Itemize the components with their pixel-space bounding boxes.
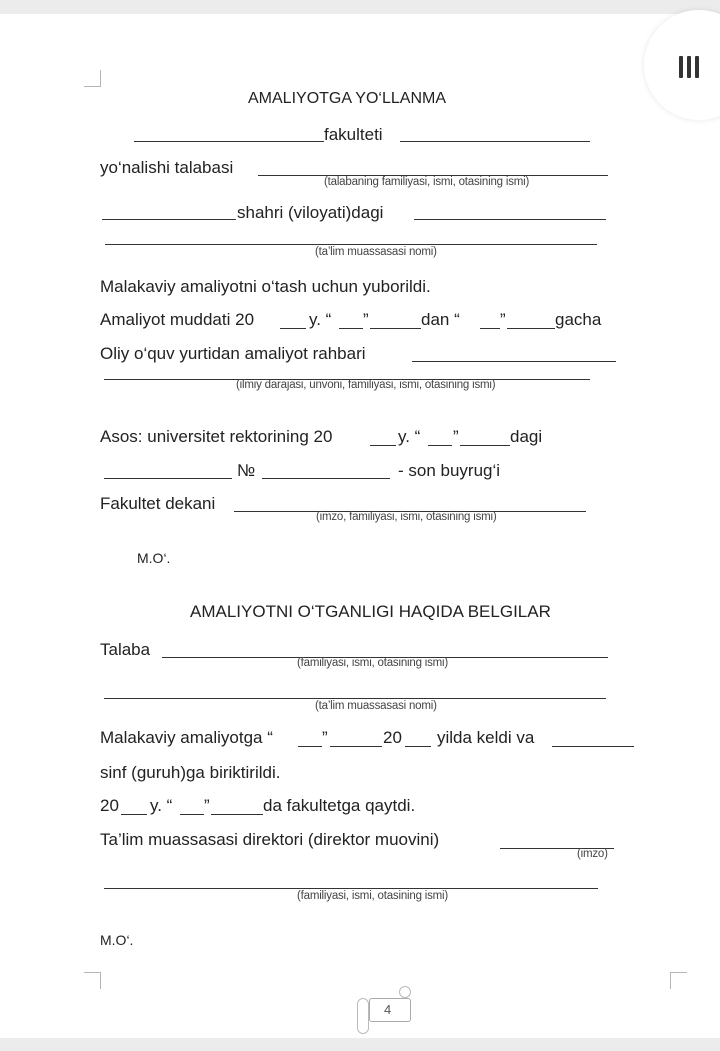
return-prefix: 20 bbox=[100, 796, 119, 815]
return-year-label: y. “ bbox=[150, 796, 173, 815]
arrival-quote-close: ” bbox=[322, 728, 328, 747]
term-quote-close-2: ” bbox=[500, 310, 506, 329]
term-start-day-blank bbox=[339, 328, 363, 329]
page-number: 4 bbox=[384, 1002, 392, 1017]
arrival-prefix: Malakaviy amaliyotga “ bbox=[100, 728, 273, 747]
arrival-year-label: 20 bbox=[383, 728, 402, 747]
institution-2-caption: (ta’lim muassasasi nomi) bbox=[315, 700, 437, 712]
supervisor-caption: (ilmiy darajasi, unvoni, familiyasi, ismi, otasining ismi) bbox=[236, 379, 496, 391]
term-end-day-blank bbox=[480, 328, 500, 329]
page-number-box bbox=[369, 998, 411, 1022]
hamburger-menu-icon bbox=[679, 56, 699, 78]
sent-text: Malakaviy amaliyotni o‘tash uchun yuborildi. bbox=[100, 277, 431, 296]
return-day-blank bbox=[180, 814, 204, 815]
arrival-month-blank bbox=[330, 746, 382, 747]
order-date-blank bbox=[104, 478, 232, 479]
term-year-label: y. “ bbox=[309, 310, 332, 329]
return-suffix: da fakultetga qaytdi. bbox=[263, 796, 416, 815]
talaba-label: Talaba bbox=[100, 640, 151, 659]
crop-mark-top-left bbox=[84, 70, 101, 87]
number-sign: № bbox=[237, 461, 256, 480]
arrival-group-blank bbox=[552, 746, 634, 747]
group-text: sinf (guruh)ga biriktirildi. bbox=[100, 763, 281, 782]
page-icon-ring bbox=[399, 986, 411, 998]
crop-mark-bottom-right bbox=[670, 972, 687, 989]
return-quote-close: ” bbox=[204, 796, 210, 815]
director-name-caption: (familiyasi, ismi, otasining ismi) bbox=[297, 890, 449, 902]
basis-prefix: Asos: universitet rektorining 20 bbox=[100, 427, 333, 446]
faculty-extra-blank bbox=[400, 141, 590, 142]
basis-year-blank bbox=[370, 445, 396, 446]
order-suffix: - son buyrug‘i bbox=[398, 461, 501, 480]
director-caption: (imzo) bbox=[577, 848, 608, 860]
basis-quote-close: ” bbox=[453, 427, 459, 446]
term-gacha-label: gacha bbox=[555, 310, 602, 329]
basis-day-blank bbox=[428, 445, 452, 446]
term-quote-close: ” bbox=[363, 310, 369, 329]
director-label: Ta’lim muassasasi direktori (direktor muovini) bbox=[100, 830, 440, 849]
basis-dagi-label: dagi bbox=[510, 427, 543, 446]
arrival-year-blank bbox=[405, 746, 431, 747]
city-extra-blank bbox=[414, 219, 606, 220]
basis-year-label: y. “ bbox=[398, 427, 421, 446]
faculty-name-blank bbox=[134, 141, 324, 142]
institution-blank bbox=[105, 244, 597, 245]
term-start-month-blank bbox=[370, 328, 421, 329]
return-month-blank bbox=[211, 814, 263, 815]
term-year-blank bbox=[280, 328, 306, 329]
supervisor-blank bbox=[412, 361, 616, 362]
document-title: AMALIYOTGA YO‘LLANMA bbox=[248, 90, 446, 107]
institution-caption: (ta’lim muassasasi nomi) bbox=[315, 246, 437, 258]
student-label: yo‘nalishi talabasi bbox=[100, 158, 234, 177]
city-blank bbox=[102, 219, 236, 220]
arrival-suffix: yilda keldi va bbox=[437, 728, 535, 747]
stamp-place-1: M.O‘. bbox=[137, 550, 171, 566]
arrival-day-blank bbox=[298, 746, 322, 747]
return-year-blank bbox=[121, 814, 147, 815]
document-page bbox=[0, 14, 720, 1038]
term-end-month-blank bbox=[507, 328, 555, 329]
order-number-blank bbox=[262, 478, 390, 479]
institution-2-blank bbox=[104, 698, 606, 699]
talaba-caption: (familiyasi, ismi, otasining ismi) bbox=[297, 657, 449, 669]
crop-mark-bottom-left bbox=[84, 972, 101, 989]
term-prefix: Amaliyot muddati 20 bbox=[100, 310, 255, 329]
basis-month-blank bbox=[460, 445, 510, 446]
city-label: shahri (viloyati)dagi bbox=[237, 203, 384, 222]
stamp-place-2: M.O‘. bbox=[100, 932, 134, 948]
dean-caption: (imzo, familiyasi, ismi, otasining ismi) bbox=[316, 511, 497, 523]
section2-title: AMALIYOTNI O‘TGANLIGI HAQIDA BELGILAR bbox=[190, 602, 551, 621]
page-number-indicator bbox=[357, 986, 411, 1022]
supervisor-label: Oliy o‘quv yurtidan amaliyot rahbari bbox=[100, 344, 366, 363]
term-dan-label: dan “ bbox=[421, 310, 460, 329]
faculty-label: fakulteti bbox=[324, 125, 383, 144]
page-icon bbox=[357, 998, 369, 1034]
dean-label: Fakultet dekani bbox=[100, 494, 216, 513]
director-name-blank bbox=[104, 888, 598, 889]
student-caption: (talabaning familiyasi, ismi, otasining ismi) bbox=[324, 176, 530, 188]
